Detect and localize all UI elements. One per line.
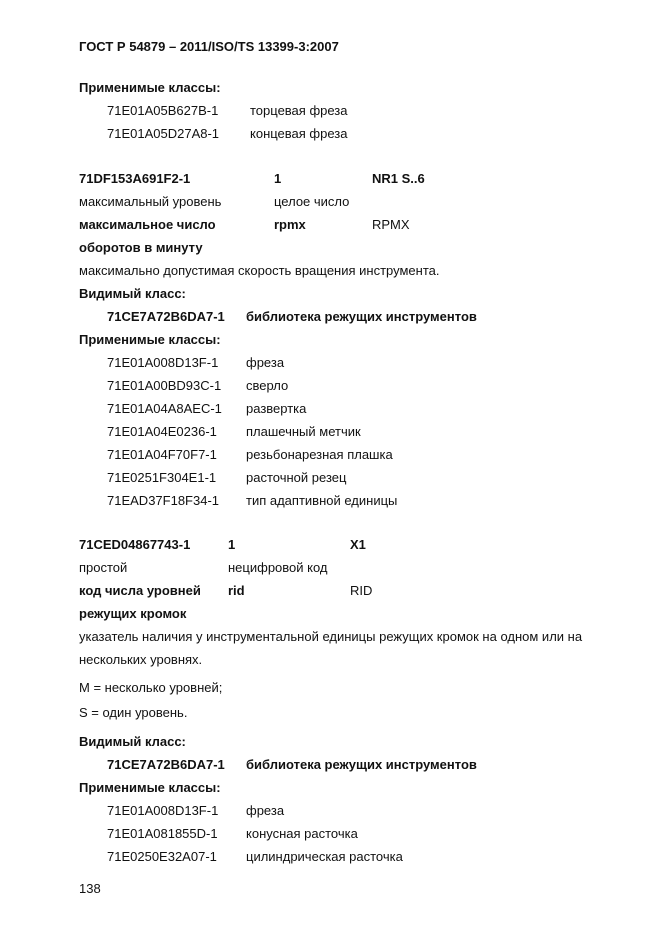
class-code: 71E01A05B627B-1 (107, 103, 219, 118)
class-code: 71E01A008D13F-1 (107, 355, 219, 370)
class-name: концевая фреза (250, 126, 348, 141)
property-name-line2: оборотов в минуту (79, 240, 203, 255)
value-description-s: S = один уровень. (79, 705, 188, 720)
class-code: 71E0251F304E1-1 (107, 470, 217, 485)
visible-class-name: библиотека режущих инструментов (246, 309, 477, 324)
property-format: NR1 S..6 (372, 171, 425, 186)
property-version: 1 (228, 537, 236, 552)
property-datatype: нецифровой код (228, 560, 328, 575)
class-code: 71E01A05D27A8-1 (107, 126, 220, 141)
page-title: ГОСТ Р 54879 – 2011/ISO/TS 13399-3:2007 (79, 39, 339, 54)
property-level: максимальный уровень (79, 194, 222, 209)
visible-class-code: 71CE7A72B6DA7-1 (107, 309, 225, 324)
property-code-symbol: RID (350, 583, 373, 598)
visible-class-name: библиотека режущих инструментов (246, 757, 477, 772)
property-symbol: rpmx (274, 217, 306, 232)
class-name: плашечный метчик (246, 424, 361, 439)
class-code: 71E01A04F70F7-1 (107, 447, 217, 462)
property-datatype: целое число (274, 194, 350, 209)
property-code: 71CED04867743-1 (79, 537, 191, 552)
property-code-symbol: RPMX (372, 217, 410, 232)
visible-class-label: Видимый класс: (79, 734, 186, 749)
class-name: фреза (246, 355, 285, 370)
property-code: 71DF153A691F2-1 (79, 171, 191, 186)
property-format: X1 (350, 537, 366, 552)
property-level: простой (79, 560, 128, 575)
property-version: 1 (274, 171, 282, 186)
applicable-classes-label: Применимые классы: (79, 332, 221, 347)
class-code: 71E0250E32A07-1 (107, 849, 217, 864)
property-definition: максимально допустимая скорость вращения инструмента. (79, 263, 440, 278)
property-definition-line1: указатель наличия у инструментальной единицы режущих кромок на одном или на (79, 629, 583, 644)
class-name: резьбонарезная плашка (246, 447, 393, 462)
class-name: фреза (246, 803, 285, 818)
visible-class-label: Видимый класс: (79, 286, 186, 301)
applicable-classes-label: Применимые классы: (79, 80, 221, 95)
property-name-line2: режущих кромок (79, 606, 187, 621)
class-name: тип адаптивной единицы (246, 493, 398, 508)
class-name: развертка (246, 401, 307, 416)
property-symbol: rid (228, 583, 245, 598)
class-code: 71E01A04E0236-1 (107, 424, 217, 439)
class-name: конусная расточка (246, 826, 358, 841)
class-code: 71E01A00BD93C-1 (107, 378, 222, 393)
class-code: 71E01A04A8AEC-1 (107, 401, 222, 416)
value-description-m: M = несколько уровней; (79, 680, 223, 695)
class-name: сверло (246, 378, 289, 393)
applicable-classes-label: Применимые классы: (79, 780, 221, 795)
class-name: расточной резец (246, 470, 347, 485)
visible-class-code: 71CE7A72B6DA7-1 (107, 757, 225, 772)
class-code: 71EAD37F18F34-1 (107, 493, 220, 508)
property-name-line1: максимальное число (79, 217, 216, 232)
property-name-line1: код числа уровней (79, 583, 201, 598)
property-definition-line2: нескольких уровнях. (79, 652, 203, 667)
page-number: 138 (79, 881, 101, 896)
class-name: торцевая фреза (250, 103, 348, 118)
class-code: 71E01A008D13F-1 (107, 803, 219, 818)
class-code: 71E01A081855D-1 (107, 826, 218, 841)
class-name: цилиндрическая расточка (246, 849, 403, 864)
